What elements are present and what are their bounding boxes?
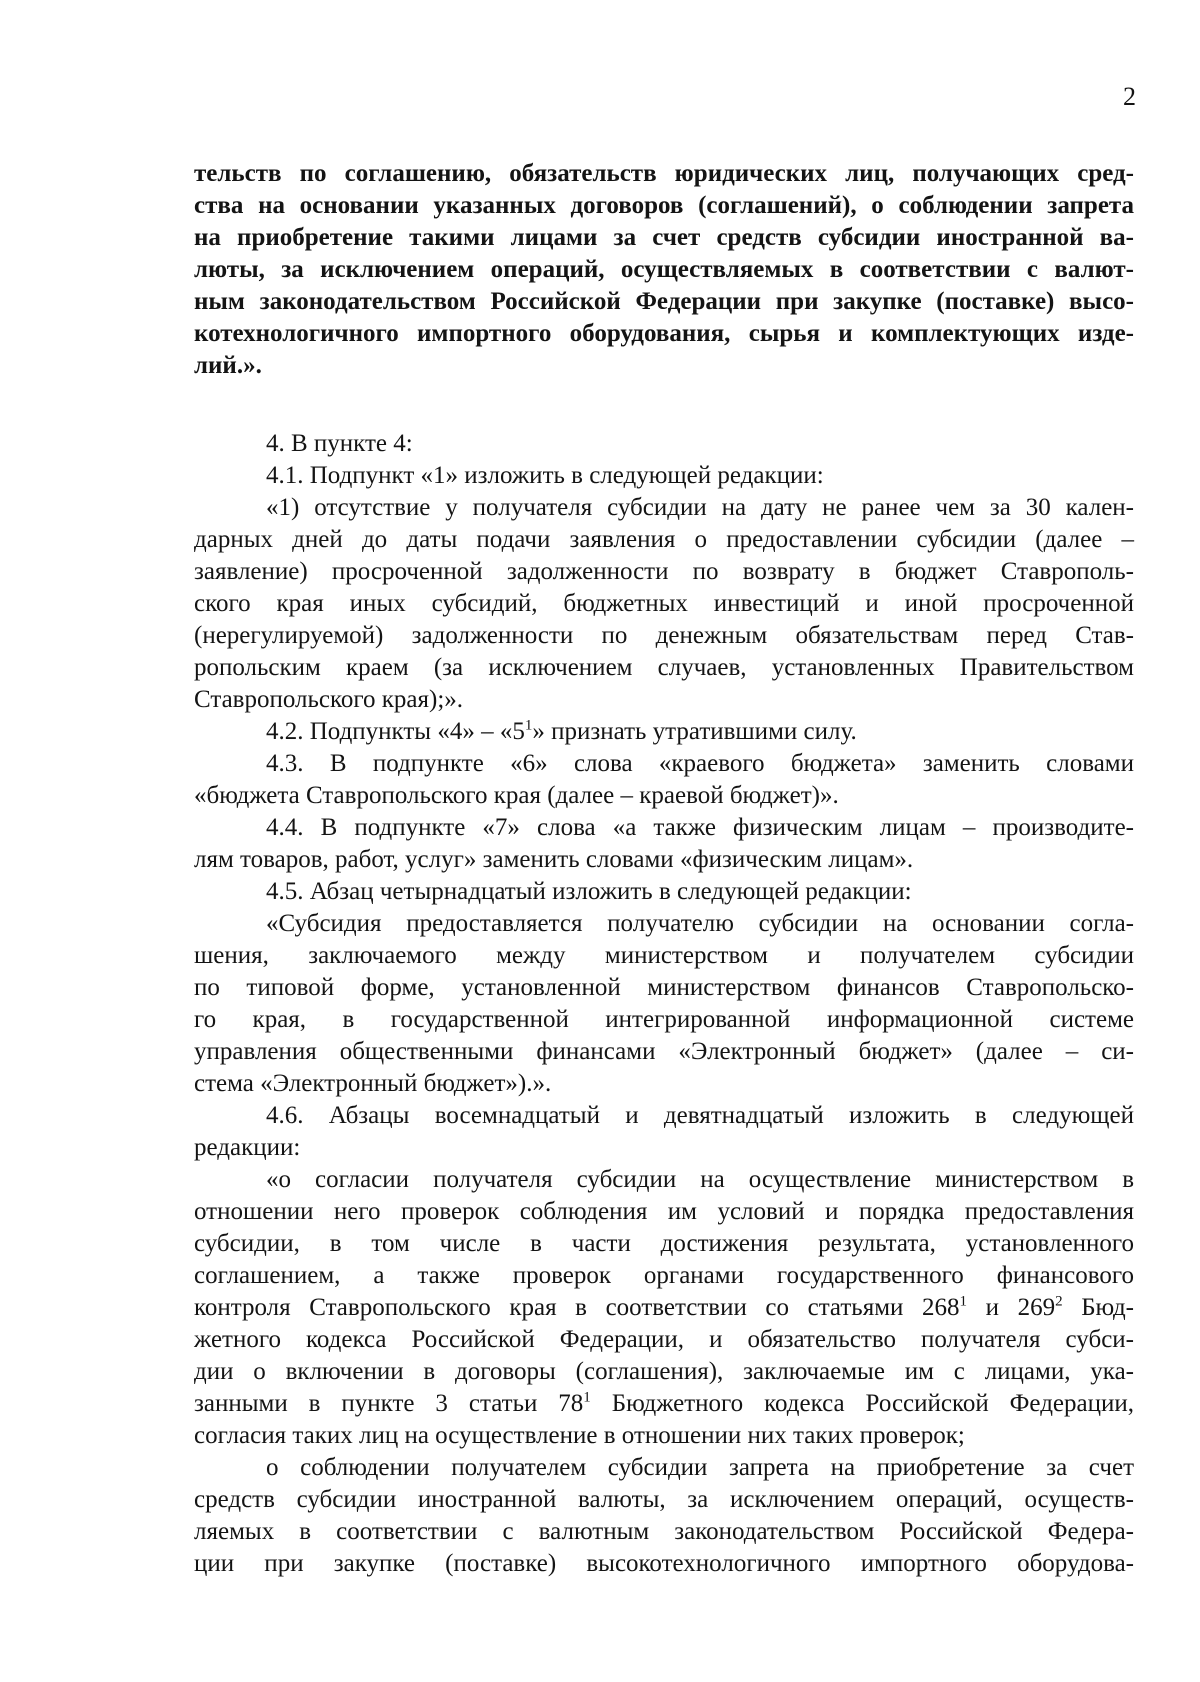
text-line: контроля Ставропольского края в соответствии со статьями $268^1$ и $269^2$ Бюд- — [194, 1293, 1134, 1321]
text-line: люты, за исключением операций, осуществляемых в соответствии с валют- — [194, 256, 1134, 283]
text-line: дии о включении в договоры (соглашения), заключаемые им с лицами, ука- — [194, 1358, 1134, 1385]
superscript: 1 — [959, 1293, 968, 1310]
text-line: дарных дней до даты подачи заявления о предоставлении субсидии (далее – — [194, 526, 1134, 553]
text-line: о соблюдении получателем субсидии запрета на приобретение за счет — [266, 1454, 1134, 1481]
text-line: 4.1. Подпункт «1» изложить в следующей редакции: — [266, 462, 824, 489]
text-line: «1) отсутствие у получателя субсидии на дату не ранее чем за 30 кален- — [266, 494, 1134, 521]
text-line: шения, заключаемого между министерством и получателем субсидии — [194, 942, 1134, 969]
text-line: 4.6. Абзацы восемнадцатый и девятнадцатый изложить в следующей — [266, 1102, 1134, 1129]
text-line: управления общественными финансами «Электронный бюджет» (далее – си- — [194, 1038, 1134, 1065]
text-line: 4.5. Абзац четырнадцатый изложить в следующей редакции: — [266, 878, 912, 905]
text-line: го края, в государственной интегрированной информационной системе — [194, 1006, 1134, 1033]
text-line: «о согласии получателя субсидии на осуществление министерством в — [266, 1166, 1134, 1193]
text-line: 4.3. В подпункте «6» слова «краевого бюджета» заменить словами — [266, 750, 1134, 777]
text-line: жетного кодекса Российской Федерации, и обязательство получателя субси- — [194, 1326, 1134, 1353]
text-line: ского края иных субсидий, бюджетных инвестиций и иной просроченной — [194, 590, 1134, 617]
text-line: ропольским краем (за исключением случаев, установленных Правительством — [194, 654, 1134, 681]
text-line: редакции: — [194, 1134, 301, 1161]
text-line: ства на основании указанных договоров (соглашений), о соблюдении запрета — [194, 192, 1134, 219]
text-line: средств субсидии иностранной валюты, за исключением операций, осуществ- — [194, 1486, 1134, 1513]
text-line: соглашением, а также проверок органами государственного финансового — [194, 1262, 1134, 1289]
text-line: лий.». — [194, 352, 262, 379]
paragraph-gap — [194, 382, 1134, 428]
text-line: отношении него проверок соблюдения им условий и порядка предоставления — [194, 1198, 1134, 1225]
superscript: 2 — [1055, 1293, 1063, 1310]
text-line: Ставропольского края);». — [194, 686, 464, 713]
superscript: 1 — [524, 717, 533, 734]
text-line: ции при закупке (поставке) высокотехнологичного импортного оборудова- — [194, 1550, 1134, 1577]
text-line: 4.2. Подпункты «4» – «$5^1$» признать утратившими силу. — [266, 717, 857, 745]
text-line: согласия таких лиц на осуществление в отношении них таких проверок; — [194, 1422, 965, 1449]
text-line: лям товаров, работ, услуг» заменить словами «физическим лицам». — [194, 846, 914, 873]
text-line: тельств по соглашению, обязательств юридических лиц, получающих сред- — [194, 160, 1134, 187]
text-line: стема «Электронный бюджет»).». — [194, 1070, 552, 1097]
superscript: 1 — [583, 1389, 591, 1406]
text-line: занными в пункте 3 статьи $78^1$ Бюджетного кодекса Российской Федерации, — [194, 1389, 1134, 1417]
page-number: 2 — [1123, 82, 1136, 111]
text-line: (нерегулируемой) задолженности по денежным обязательствам перед Став- — [194, 622, 1134, 649]
text-line: ляемых в соответствии с валютным законодательством Российской Федера- — [194, 1518, 1134, 1545]
text-line: «Субсидия предоставляется получателю субсидии на основании согла- — [266, 910, 1134, 937]
text-line: котехнологичного импортного оборудования, сырья и комплектующих изде- — [194, 320, 1134, 347]
text-line: заявление) просроченной задолженности по возврату в бюджет Ставрополь- — [194, 558, 1134, 585]
text-line: 4.4. В подпункте «7» слова «а также физическим лицам – производите- — [266, 814, 1134, 841]
text-line: «бюджета Ставропольского края (далее – краевой бюджет)». — [194, 782, 839, 809]
text-line: на приобретение такими лицами за счет средств субсидии иностранной ва- — [194, 224, 1134, 251]
text-line: 4. В пункте 4: — [266, 430, 413, 457]
text-line: ным законодательством Российской Федерации при закупке (поставке) высо- — [194, 288, 1134, 315]
text-line: по типовой форме, установленной министерством финансов Ставропольско- — [194, 974, 1134, 1001]
text-line: субсидии, в том числе в части достижения результата, установленного — [194, 1230, 1134, 1257]
document-body — [194, 158, 1134, 1580]
